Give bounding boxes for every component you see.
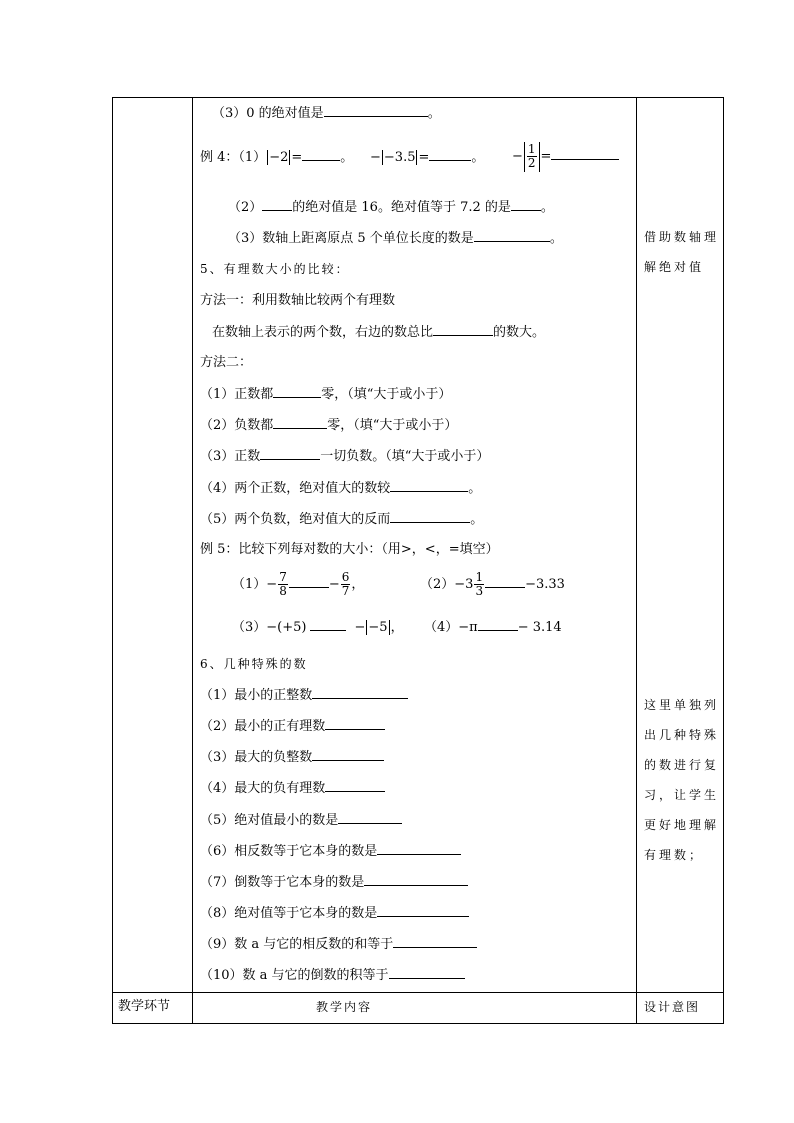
item-text: （4）最大的负有理数 <box>200 781 326 796</box>
equals-sign: = <box>418 150 430 165</box>
fraction-6-7 <box>341 571 351 598</box>
answer-blank <box>377 842 461 855</box>
minus-sign: − <box>266 577 278 592</box>
special-item <box>200 811 402 830</box>
table-col-divider-1 <box>192 97 193 1024</box>
item-text: （5）绝对值最小的数是 <box>200 813 339 828</box>
numerator: 6 <box>341 570 350 584</box>
rhs-value: −3.33 <box>525 577 565 592</box>
period: 。 <box>471 150 485 165</box>
denominator: 3 <box>475 584 484 598</box>
numerator: 7 <box>279 570 287 584</box>
side-note-line: 借助数轴理 <box>644 230 720 244</box>
comma: ， <box>351 577 365 592</box>
answer-blank <box>324 104 428 117</box>
answer-blank <box>433 323 493 336</box>
rule-1 <box>200 385 451 404</box>
item-text: （7）倒数等于它本身的数是 <box>200 875 365 890</box>
item-text: （8）绝对值等于它本身的数是 <box>200 906 378 921</box>
minus-sign: − <box>512 149 523 164</box>
compare-2 <box>420 568 565 602</box>
item-label: （1） <box>232 577 267 592</box>
abs-value-1: −2 <box>269 150 289 165</box>
rule-tail: 零，（填“大于或小于） <box>327 418 458 433</box>
rule-text: （3）正数 <box>200 449 261 464</box>
compare-4 <box>424 618 562 637</box>
period: 。 <box>470 512 484 527</box>
distance-5-text: （3）数轴上距离原点 5 个单位长度的数是 <box>228 231 474 246</box>
abs-16-text: 的绝对值是 16。绝对值等于 7.2 的是 <box>292 200 511 215</box>
example-5-heading: 例 5：比较下列每对数的大小：（用>，<，=填空） <box>200 542 499 557</box>
answer-blank <box>377 904 469 917</box>
lhs-value: −(+5) <box>266 620 307 635</box>
minus-sign: − <box>328 577 340 592</box>
zero-abs-text: （3）0 的绝对值是 <box>212 106 324 121</box>
numerator: 1 <box>527 142 536 156</box>
whole-part: −3 <box>454 577 474 592</box>
answer-blank <box>478 618 518 631</box>
minus-sign: − <box>370 150 381 165</box>
method-1-tail: 的数大。 <box>493 325 546 340</box>
item-text: （2）最小的正有理数 <box>200 719 326 734</box>
period: 。 <box>468 481 482 496</box>
answer-blank <box>302 148 340 161</box>
item-label: （3） <box>232 620 267 635</box>
rule-text: （4）两个正数，绝对值大的数较 <box>200 481 391 496</box>
answer-blank <box>273 416 327 429</box>
special-item <box>200 717 385 736</box>
fraction-1-3 <box>474 571 484 598</box>
method-1-detail <box>212 323 545 342</box>
abs-inner: −5 <box>368 620 388 635</box>
period: 。 <box>549 231 563 246</box>
period: 。 <box>540 200 554 215</box>
table-left-border <box>112 97 113 1024</box>
side-note-line: 这里单独列 <box>644 698 720 712</box>
rule-text: （5）两个负数，绝对值大的反而 <box>200 512 391 527</box>
compare-1 <box>232 568 364 602</box>
answer-blank <box>262 198 292 211</box>
footer-teaching-stage: 教学环节 <box>118 999 171 1014</box>
method-2-heading: 方法二： <box>200 355 253 370</box>
method-1-heading: 方法一：利用数轴比较两个有理数 <box>200 293 396 308</box>
special-item <box>200 904 469 923</box>
period: 。 <box>427 106 441 121</box>
answer-blank <box>338 811 402 824</box>
method-1-text: 在数轴上表示的两个数，右边的数总比 <box>212 325 434 340</box>
footer-teaching-content: 教学内容 <box>316 1000 373 1014</box>
side-note-line: 习，让学生 <box>644 788 720 802</box>
side-note-line: 出几种特殊 <box>644 728 720 742</box>
distance-5-line <box>228 229 563 248</box>
table-right-border <box>723 97 724 1024</box>
example-4-line <box>200 148 353 167</box>
answer-blank <box>389 966 465 979</box>
equals-sign: = <box>540 149 552 164</box>
side-note-2 <box>644 690 719 870</box>
answer-blank <box>551 147 619 160</box>
table-footer-top-border <box>112 992 724 993</box>
answer-blank <box>390 510 470 523</box>
rhs-value: − 3.14 <box>517 620 562 635</box>
fraction-one-half <box>527 143 537 170</box>
item-text: （6）相反数等于它本身的数是 <box>200 844 378 859</box>
minus-sign: − <box>354 620 366 635</box>
answer-blank <box>312 748 384 761</box>
side-note-line: 有理数； <box>644 848 705 862</box>
answer-blank <box>511 198 541 211</box>
special-item <box>200 686 408 705</box>
special-item <box>200 935 477 954</box>
table-col-divider-2 <box>636 97 637 1024</box>
table-bottom-border <box>112 1023 724 1024</box>
fraction-7-8 <box>278 571 288 598</box>
answer-blank <box>485 575 525 588</box>
item-label: （4） <box>424 620 459 635</box>
special-item <box>200 873 468 892</box>
item-label: （2） <box>420 577 455 592</box>
answer-blank <box>260 447 320 460</box>
numerator: 1 <box>475 570 484 584</box>
item-text: （10）数 a 与它的倒数的积等于 <box>200 968 389 983</box>
answer-blank <box>393 935 477 948</box>
zero-abs-line <box>212 104 441 123</box>
abs-16-line <box>228 198 554 217</box>
period: 。 <box>340 150 354 165</box>
side-note-1 <box>644 222 719 282</box>
table-top-border <box>112 97 724 98</box>
example-4-part-3 <box>512 140 619 174</box>
rule-text: （1）正数都 <box>200 387 274 402</box>
side-note-line: 的数进行复 <box>644 758 720 772</box>
rule-2 <box>200 416 457 435</box>
answer-blank <box>325 779 385 792</box>
answer-blank <box>312 686 408 699</box>
rule-text: （2）负数都 <box>200 418 274 433</box>
rule-4 <box>200 479 481 498</box>
section-5-heading: 5、有理数大小的比较： <box>200 262 350 276</box>
special-item <box>200 842 461 861</box>
rule-5 <box>200 510 483 529</box>
special-item <box>200 966 465 985</box>
answer-blank <box>273 385 321 398</box>
answer-blank <box>429 148 471 161</box>
example-4-part-2 <box>370 148 484 167</box>
rule-tail: 一切负数。（填“大于或小于） <box>320 449 490 464</box>
section-6-heading: 6、几种特殊的数 <box>200 657 308 671</box>
item-text: （1）最小的正整数 <box>200 688 313 703</box>
denominator: 2 <box>527 156 536 170</box>
item-text: （3）最大的负整数 <box>200 750 313 765</box>
side-note-line: 解绝对值 <box>644 260 705 274</box>
example-4-label: 例 4：（1） <box>200 150 267 165</box>
equals-sign: = <box>291 150 303 165</box>
comma: ， <box>390 620 404 635</box>
item-text: （9）数 a 与它的相反数的和等于 <box>200 937 394 952</box>
answer-blank <box>474 229 550 242</box>
side-note-line: 更好地理解 <box>644 818 720 832</box>
rule-tail: 零，（填“大于或小于） <box>321 387 452 402</box>
denominator: 7 <box>341 584 350 598</box>
answer-blank <box>325 717 385 730</box>
answer-blank <box>310 618 346 631</box>
special-item <box>200 779 385 798</box>
answer-blank <box>364 873 468 886</box>
denominator: 8 <box>279 584 287 598</box>
compare-3 <box>232 618 404 637</box>
item-label: （2） <box>228 200 263 215</box>
answer-blank <box>289 575 329 588</box>
lhs-value: −π <box>458 620 478 635</box>
abs-value-2: −3.5 <box>383 150 416 165</box>
answer-blank <box>390 479 468 492</box>
rule-3 <box>200 447 489 466</box>
special-item <box>200 748 384 767</box>
footer-design-intent: 设计意图 <box>644 1000 701 1014</box>
